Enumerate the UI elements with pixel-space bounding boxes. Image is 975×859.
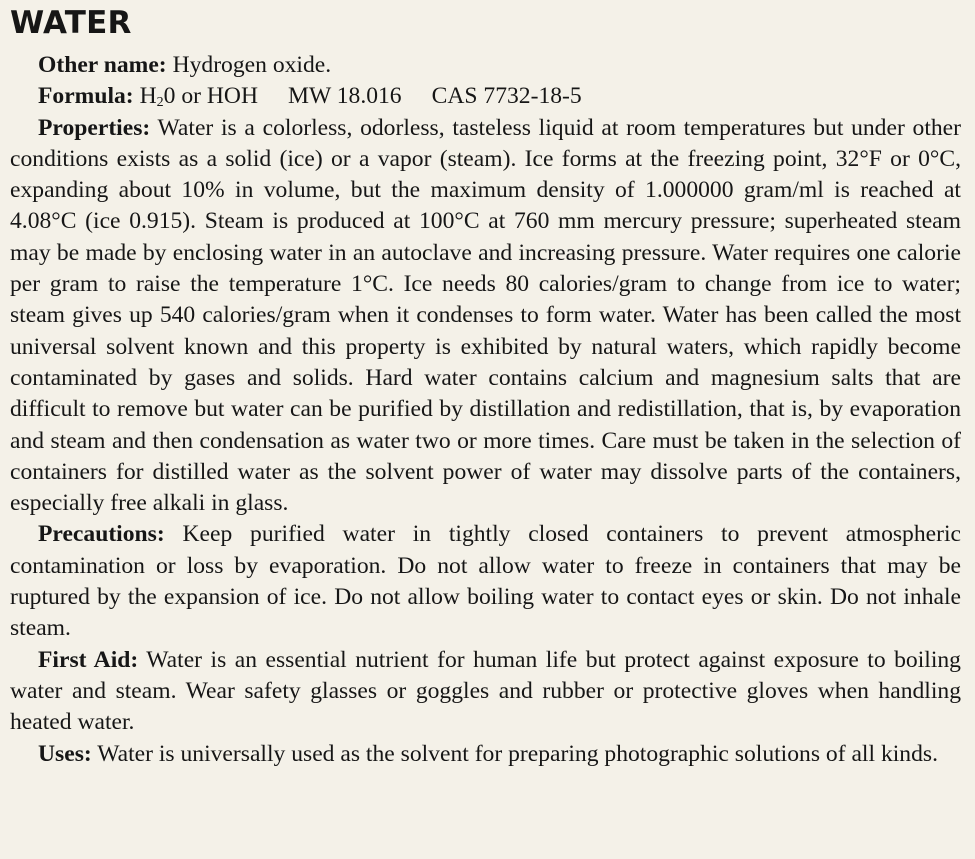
first-aid-text: Water is an essential nutrient for human life but protect against exposure to boiling water and steam. Wear safety glasses or goggles and rubber or protective gloves when handling heated water. [10,646,961,736]
properties-paragraph [10,113,961,520]
properties-label: Properties: [38,114,151,141]
other-name-value: Hydrogen oxide. [172,52,332,78]
uses-paragraph [10,739,961,770]
precautions-paragraph [10,519,961,644]
precautions-label: Precautions: [38,521,165,548]
cas-number: CAS 7732-18-5 [431,83,582,110]
molecular-weight: MW 18.016 [288,83,402,110]
formula-label: Formula: [38,83,134,110]
other-name-label: Other name: [38,52,167,78]
formula-line [10,81,961,112]
first-aid-label: First Aid: [38,646,139,673]
entry-title: WATER [10,5,132,41]
formula-suffix: 0 or HOH [163,83,258,110]
properties-text: Water is a colorless, odorless, tasteless liquid at room temperatures but under other conditions exists as a solid (ice) or a vapor (steam). Ice forms at the freezing point, 32°F or 0°C, expanding about 10% in volume, but the maximum density of 1.000000 gram/ml is reached at 4.08°C (ice 0.915). Steam is produced at 100°C at 760 mm mercury pressure; superheated steam may be made by enclosing water in an autoclave and increasing pressure. Water requires one calorie per gram to raise the temperature 1°C. Ice needs 80 calories/gram to change from ice to water; steam gives up 540 calories/gram when it condenses to form water. Water has been called the most universal solvent known and this property is exhibited by natural waters, which rapidly become contaminated by gases and solids. Hard water contains calcium and magnesium salts that are difficult to remove but water can be purified by distillation and redistillation, that is, by evaporation and steam and then condensation as water two or more times. Care must be taken in the selection of containers for distilled water as the solvent power of water may dissolve parts of the containers, especially free alkali in glass. [10,114,961,517]
precautions-text: Keep purified water in tightly closed containers to prevent atmospheric contamination or loss by evaporation. Do not allow water to freeze in containers that may be ruptured by the expansion of ice. Do not allow boiling water to contact eyes or skin. Do not inhale steam. [10,521,962,642]
uses-text: Water is universally used as the solvent for preparing photographic solutions of all kinds. [97,740,938,767]
uses-label: Uses: [38,740,92,767]
first-aid-paragraph [10,645,961,739]
formula-prefix: H [139,83,157,110]
other-name-line [10,50,961,81]
formula-subscript: 2 [156,95,164,111]
